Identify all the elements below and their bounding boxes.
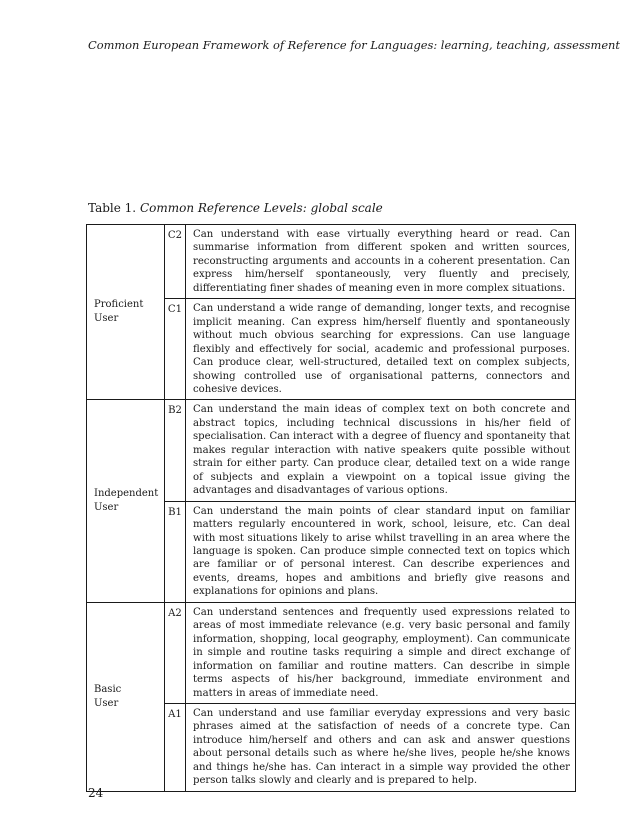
page-number: 24 [88, 786, 104, 800]
group-label-line: Basic [94, 683, 122, 695]
group-cell-basic [87, 602, 165, 791]
table-caption [88, 201, 383, 215]
level-description: Can understand with ease virtually everything heard or read. Can summarise information from different spoken and written sources, reconstructing arguments and accounts in a coherent presentation. Can express him/herself spontaneously, very fluently and precisely, differentiating finer shades of meaning even in more complex situations. [186, 225, 576, 299]
table-row [87, 400, 576, 501]
group-label-line: User [94, 697, 119, 709]
level-code: B1 [165, 501, 186, 602]
level-description: Can understand sentences and frequently used expressions related to areas of most immediate relevance (e.g. very basic personal and family information, shopping, local geography, employment). Can communicate in simple and routine tasks requiring a simple and direct exchange of information on familiar and routine matters. Can describe in simple terms aspects of his/her background, immediate environment and matters in areas of immediate need. [186, 602, 576, 703]
level-code: C1 [165, 299, 186, 400]
group-label-line: User [94, 502, 119, 514]
level-code: B2 [165, 400, 186, 501]
level-description: Can understand the main ideas of complex text on both concrete and abstract topics, including technical discussions in his/her field of specialisation. Can interact with a degree of fluency and spontaneity that makes regular interaction with native speakers quite possible without strain for either party. Can produce clear, detailed text on a wide range of subjects and explain a viewpoint on a topical issue giving the advantages and disadvantages of various options. [186, 400, 576, 501]
level-description: Can understand the main points of clear standard input on familiar matters regularly encountered in work, school, leisure, etc. Can deal with most situations likely to arise whilst travelling in an area where the language is spoken. Can produce simple connected text on topics which are familiar or of personal interest. Can describe experiences and events, dreams, hopes and ambitions and briefly give reasons and explanations for opinions and plans. [186, 501, 576, 602]
group-label-line: Proficient [94, 299, 144, 311]
table-caption-title: Common Reference Levels: global scale [139, 201, 383, 215]
group-label-line: Independent [94, 488, 159, 500]
table-caption-label: Table 1. [88, 201, 137, 215]
level-description: Can understand a wide range of demanding, longer texts, and recognise implicit meaning. Can express him/herself fluently and spontaneously without much obvious searching for expressions. Can use language flexibly and effectively for social, academic and professional purposes. Can produce clear, well-structured, detailed text on complex subjects, showing controlled use of organisational patterns, connectors and cohesive devices. [186, 299, 576, 400]
global-scale-table [86, 224, 576, 792]
group-label-line: User [94, 313, 119, 325]
level-description: Can understand and use familiar everyday expressions and very basic phrases aimed at the satisfaction of needs of a concrete type. Can introduce him/herself and others and can ask and answer questions about personal details such as where he/she lives, people he/she knows and things he/she has. Can interact in a simple way provided the other person talks slowly and clearly and is prepared to help. [186, 703, 576, 791]
group-cell-independent [87, 400, 165, 602]
level-code: C2 [165, 225, 186, 299]
level-code: A2 [165, 602, 186, 703]
level-code: A1 [165, 703, 186, 791]
running-header: Common European Framework of Reference for Languages: learning, teaching, assessment [88, 38, 620, 52]
table-row [87, 602, 576, 703]
table-row [87, 225, 576, 299]
group-cell-proficient [87, 225, 165, 400]
